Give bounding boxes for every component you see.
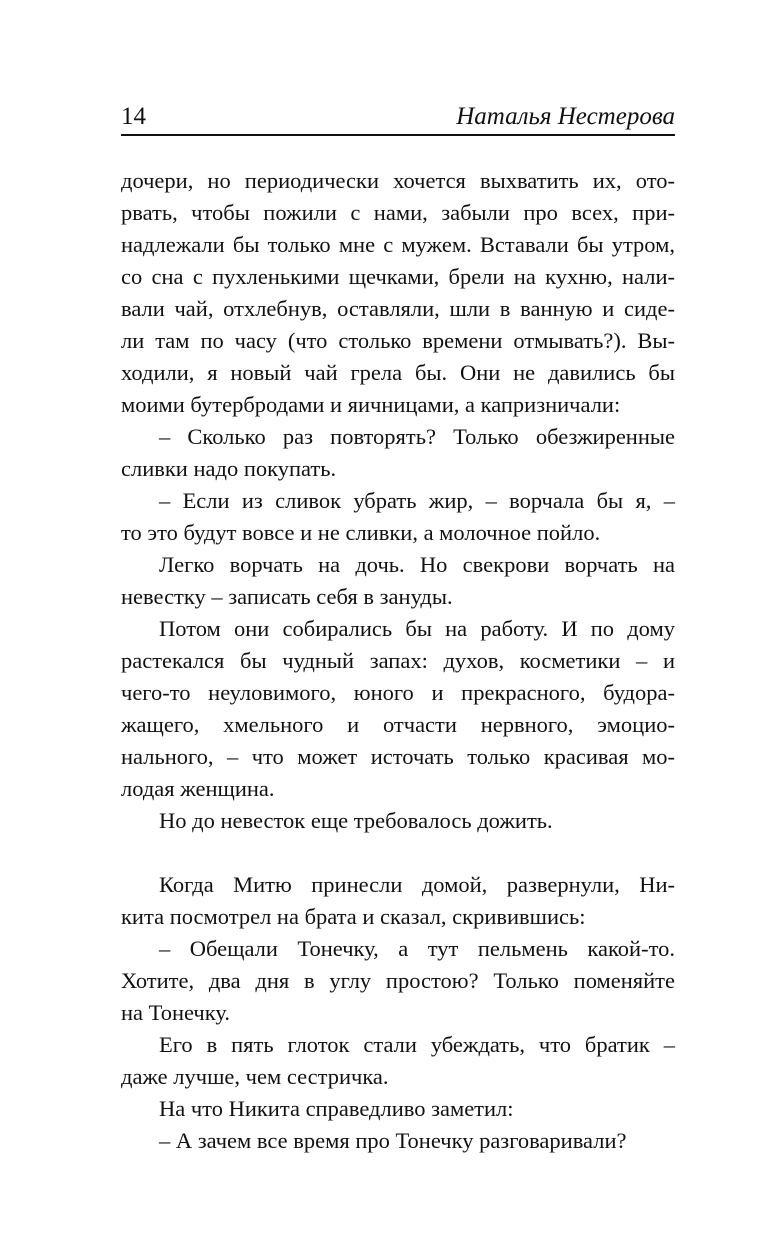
text-line: рвать, чтобы пожили с нами, забыли про всех, при- [121,200,675,225]
text-line: Легко ворчать на дочь. Но свекрови ворчать на [159,552,675,577]
running-title: Наталья Нестерова [456,103,675,130]
text-line: надлежали бы только мне с мужем. Вставали бы утром, [121,232,675,257]
text-line: Когда Митю принесли домой, развернули, Ни- [159,872,675,897]
text-line: то это будут вовсе и не сливки, а молочное пойло. [121,520,601,545]
text-line: ходили, я новый чай грела бы. Они не давились бы [121,360,675,385]
book-page [121,0,675,1240]
text-line: чего-то неуловимого, юного и прекрасного, будора- [121,680,675,705]
text-line: лодая женщина. [121,776,275,801]
text-line: дочери, но периодически хочется выхватить их, ото- [121,168,675,193]
text-line: Но до невесток еще требовалось дожить. [159,808,553,833]
text-line: – Если из сливок убрать жир, – ворчала бы я, – [159,488,675,513]
text-line: со сна с пухленькими щечками, брели на кухню, нали- [121,264,675,289]
text-line: Его в пять глоток стали убеждать, что братик – [159,1032,675,1057]
text-line: – А зачем все время про Тонечку разговаривали? [159,1128,627,1153]
text-line: – Обещали Тонечку, а тут пельмень какой-то. [159,936,675,961]
text-line: сливки надо покупать. [121,456,337,481]
text-line: нального, – что может источать только красивая мо- [121,744,675,769]
text-line: Потом они собирались бы на работу. И по дому [159,616,675,641]
text-line: вали чай, отхлебнув, оставляли, шли в ванную и сиде- [121,296,675,321]
body-text [121,165,675,1157]
text-line: кита посмотрел на брата и сказал, скривившись: [121,904,586,929]
paragraph-gap [121,837,675,869]
text-line: моими бутербродами и яичницами, а капризничали: [121,392,621,417]
text-line: даже лучше, чем сестричка. [121,1064,389,1089]
text-line: невестку – записать себя в зануды. [121,584,453,609]
text-line: На что Никита справедливо заметил: [159,1096,514,1121]
text-line: растекался бы чудный запах: духов, косметики – и [121,648,675,673]
text-line: жащего, хмельного и отчасти нервного, эмоцио- [121,712,675,737]
text-line: – Сколько раз повторять? Только обезжиренные [159,424,675,449]
page-header [121,98,675,136]
text-line: Хотите, два дня в углу простою? Только поменяйте [121,968,675,993]
text-line: ли там по часу (что столько времени отмывать?). Вы- [121,328,675,353]
text-line: на Тонечку. [121,1000,230,1025]
page-number: 14 [121,103,146,130]
